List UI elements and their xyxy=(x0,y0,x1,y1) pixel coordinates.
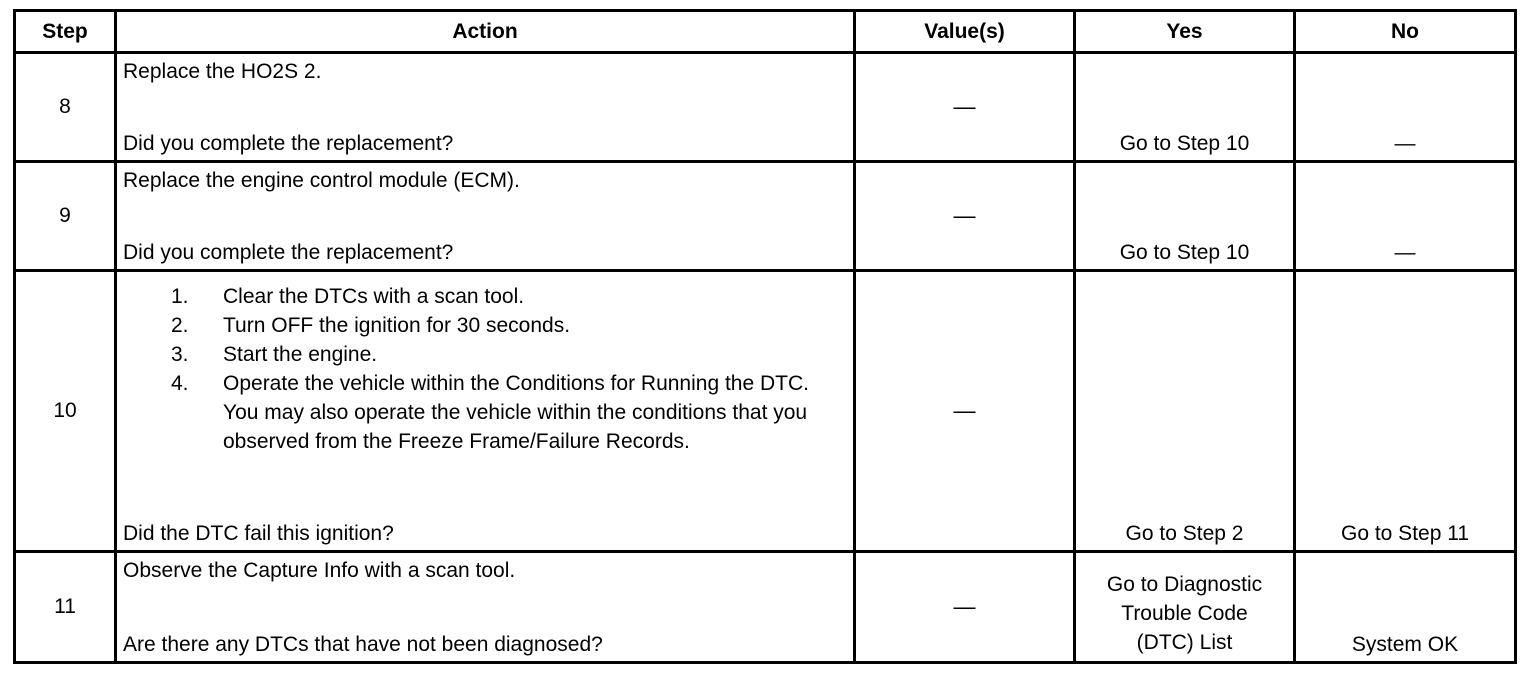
action-instruction: Replace the HO2S 2. xyxy=(123,60,322,83)
list-item-number: 1. xyxy=(171,285,189,308)
yes-result-line: (DTC) List xyxy=(1136,631,1233,654)
action-question: Did the DTC fail this ignition? xyxy=(123,522,394,545)
action-cell xyxy=(116,552,855,663)
list-item-text: Clear the DTCs with a scan tool. xyxy=(223,285,525,308)
yes-result xyxy=(1076,570,1293,657)
action-question: Are there any DTCs that have not been diagnosed? xyxy=(123,633,603,656)
yes-result: Go to Step 10 xyxy=(1119,132,1250,155)
no-cell xyxy=(1295,552,1516,663)
action-instruction: Observe the Capture Info with a scan tool. xyxy=(123,559,516,582)
table-row-step-10 xyxy=(15,271,1516,552)
yes-cell xyxy=(1075,53,1295,162)
yes-cell xyxy=(1075,162,1295,271)
list-item xyxy=(165,340,825,369)
action-step-list xyxy=(165,282,825,456)
list-item-text: Operate the vehicle within the Conditions for Running the DTC. You may also operate the vehicle within the conditions that you observed from the Freeze Frame/Failure Records. xyxy=(223,372,809,453)
list-item-text: Start the engine. xyxy=(223,343,378,366)
no-result: — xyxy=(1394,132,1416,155)
no-cell xyxy=(1295,53,1516,162)
yes-cell xyxy=(1075,271,1295,552)
value-cell: — xyxy=(855,53,1075,162)
table-row-step-8 xyxy=(15,53,1516,162)
list-item-number: 2. xyxy=(171,314,189,337)
value-cell: — xyxy=(855,552,1075,663)
no-result: Go to Step 11 xyxy=(1340,522,1470,545)
list-item xyxy=(165,311,825,340)
value-cell: — xyxy=(855,271,1075,552)
list-item-number: 4. xyxy=(171,372,189,395)
step-number: 11 xyxy=(15,552,116,663)
list-item xyxy=(165,282,825,311)
step-number: 8 xyxy=(15,53,116,162)
action-instruction: Replace the engine control module (ECM). xyxy=(123,169,520,192)
table-row-step-11 xyxy=(15,552,1516,663)
action-question: Did you complete the replacement? xyxy=(123,132,454,155)
list-item xyxy=(165,369,825,456)
no-cell xyxy=(1295,162,1516,271)
header-values: Value(s) xyxy=(855,11,1075,53)
no-result: — xyxy=(1394,241,1416,264)
yes-result-line: Trouble Code xyxy=(1121,602,1248,625)
step-number: 9 xyxy=(15,162,116,271)
list-item-number: 3. xyxy=(171,343,189,366)
value-cell: — xyxy=(855,162,1075,271)
list-item-text: Turn OFF the ignition for 30 seconds. xyxy=(223,314,571,337)
no-result: System OK xyxy=(1351,633,1459,656)
action-cell xyxy=(116,271,855,552)
step-number: 10 xyxy=(15,271,116,552)
header-row xyxy=(15,11,1516,53)
action-cell xyxy=(116,162,855,271)
header-action: Action xyxy=(116,11,855,53)
action-question: Did you complete the replacement? xyxy=(123,241,454,264)
header-no: No xyxy=(1295,11,1516,53)
no-cell xyxy=(1295,271,1516,552)
yes-cell xyxy=(1075,552,1295,663)
diagnostic-table xyxy=(13,9,1517,664)
yes-result: Go to Step 10 xyxy=(1119,241,1250,264)
action-cell xyxy=(116,53,855,162)
yes-result: Go to Step 2 xyxy=(1125,522,1244,545)
header-step: Step xyxy=(15,11,116,53)
yes-result-line: Go to Diagnostic xyxy=(1106,573,1263,596)
header-yes: Yes xyxy=(1075,11,1295,53)
table-row-step-9 xyxy=(15,162,1516,271)
